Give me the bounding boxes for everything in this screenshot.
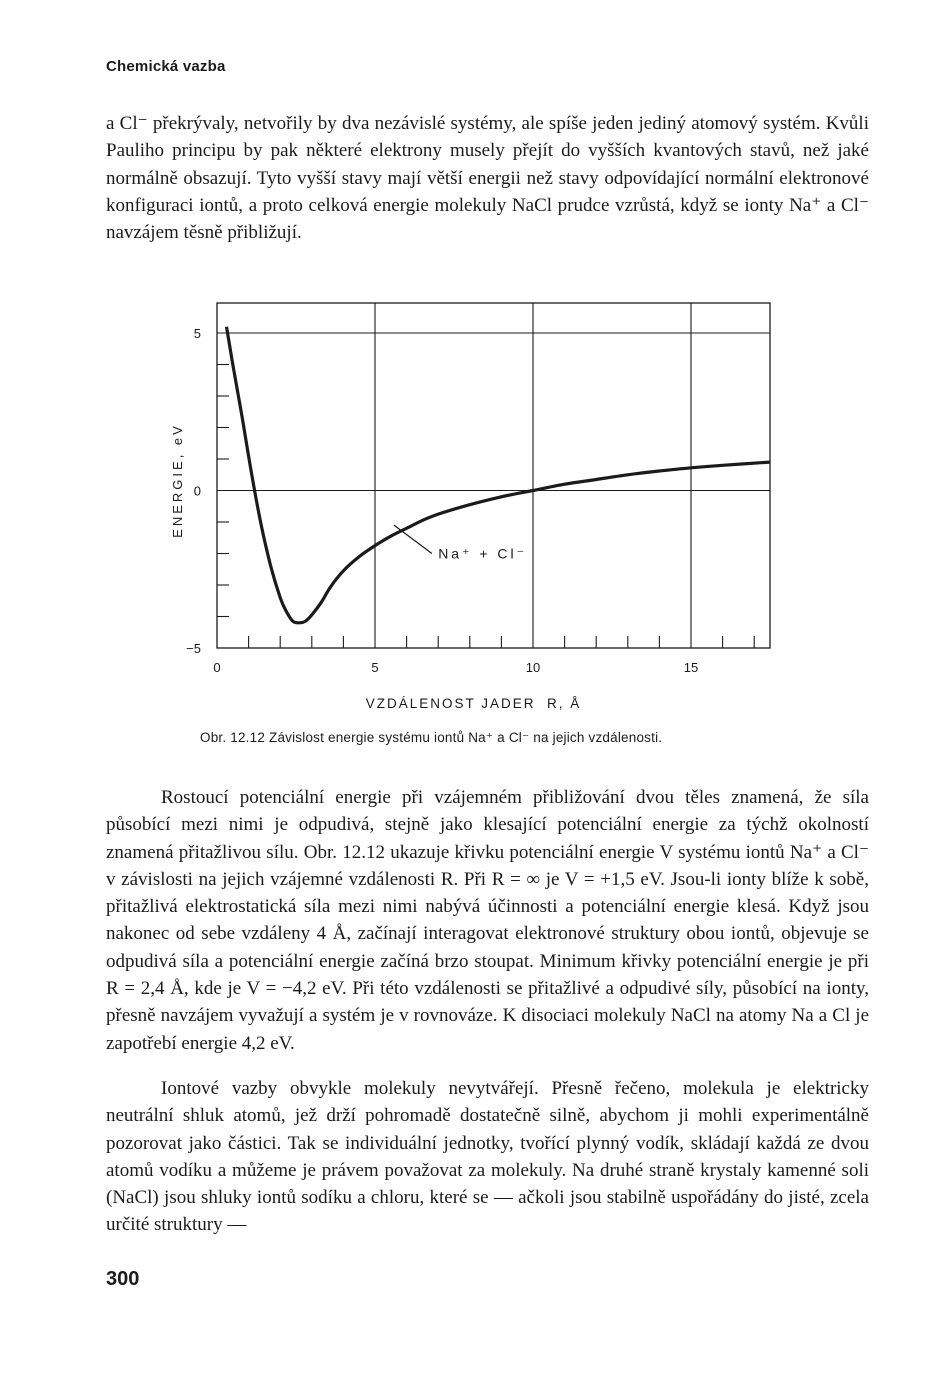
running-head: Chemická vazba — [106, 58, 226, 75]
x-tick-label: 10 — [525, 660, 541, 675]
y-tick-label: −5 — [186, 641, 201, 656]
potential-energy-chart — [170, 298, 785, 718]
x-axis-label: VZDÁLENOST JADER R, Å — [365, 696, 582, 711]
energy-curve — [227, 327, 771, 623]
potential-energy-figure — [170, 298, 785, 723]
x-tick-label: 5 — [371, 660, 379, 675]
annotation-pointer — [394, 525, 432, 553]
x-tick-label: 15 — [683, 660, 699, 675]
y-tick-label: 5 — [193, 326, 201, 341]
plot-frame — [217, 303, 770, 648]
y-axis-label: ENERGIE, eV — [170, 423, 185, 538]
figure-caption: Obr. 12.12 Závislost energie systému iontů Na⁺ a Cl⁻ na jejich vzdálenosti. — [200, 730, 663, 745]
x-tick-label: 0 — [213, 660, 221, 675]
y-tick-label: 0 — [193, 483, 201, 499]
page-number: 300 — [106, 1268, 140, 1290]
paragraph: Rostoucí potenciální energie při vzájemném přibližování dvou těles znamená, že síla působící mezi nimi je odpudivá, stejně jako klesající potenciální energie za týchž okolností znamená přitažlivou sílu. Obr. 12.12 ukazuje křivku potenciální energie V systému iontů Na⁺ a Cl⁻ v závislosti na jejich vzájemné vzdálenosti R. Při R = ∞ je V = +1,5 eV. Jsou-li ionty blíže k sobě, přitažlivá elektrostatická síla mezi nimi nabývá účinnosti a potenciální energie klesá. Když jsou nakonec od sebe vzdáleny 4 Å, začínají interagovat elektronové struktury obou iontů, objevuje se odpudivá síla a potenciální energie začíná brzo stoupat. Minimum křivky potenciální energie je při R = 2,4 Å, kde je V = −4,2 eV. Při této vzdálenosti se přitažlivé a odpudivé síly, působící na ionty, přesně navzájem vyvažují a systém je v rovnováze. K disociaci molekuly NaCl na atomy Na a Cl je zapotřebí energie 4,2 eV. — [106, 787, 869, 1054]
curve-annotation: Na⁺ + Cl⁻ — [438, 545, 528, 562]
paragraph: a Cl⁻ překrývaly, netvořily by dva nezávislé systémy, ale spíše jeden jediný atomový systém. Kvůli Pauliho principu by pak některé elektrony musely přejít do vyšších kvantových stavů, než jaké normálně obsazují. Tyto vyšší stavy mají větší energii než stavy odpovídající normální elektronové konfiguraci iontů, a proto celková energie molekuly NaCl prudce vzrůstá, když se ionty Na⁺ a Cl⁻ navzájem těsně přibližují. — [106, 113, 869, 244]
paragraph: Iontové vazby obvykle molekuly nevytvářejí. Přesně řečeno, molekula je elektricky neutrální shluk atomů, jež drží pohromadě dostatečně silně, abychom ji mohli experimentálně pozorovat jako částici. Tak se individuální jednotky, tvořící plynný vodík, skládají každá ze dvou atomů vodíku a můžeme je právem považovat za molekuly. Na druhé straně krystaly kamenné soli (NaCl) jsou shluky iontů sodíku a chloru, které se — ačkoli jsou stabilně uspořádány do jisté, zcela určité struktury — — [106, 1078, 869, 1236]
